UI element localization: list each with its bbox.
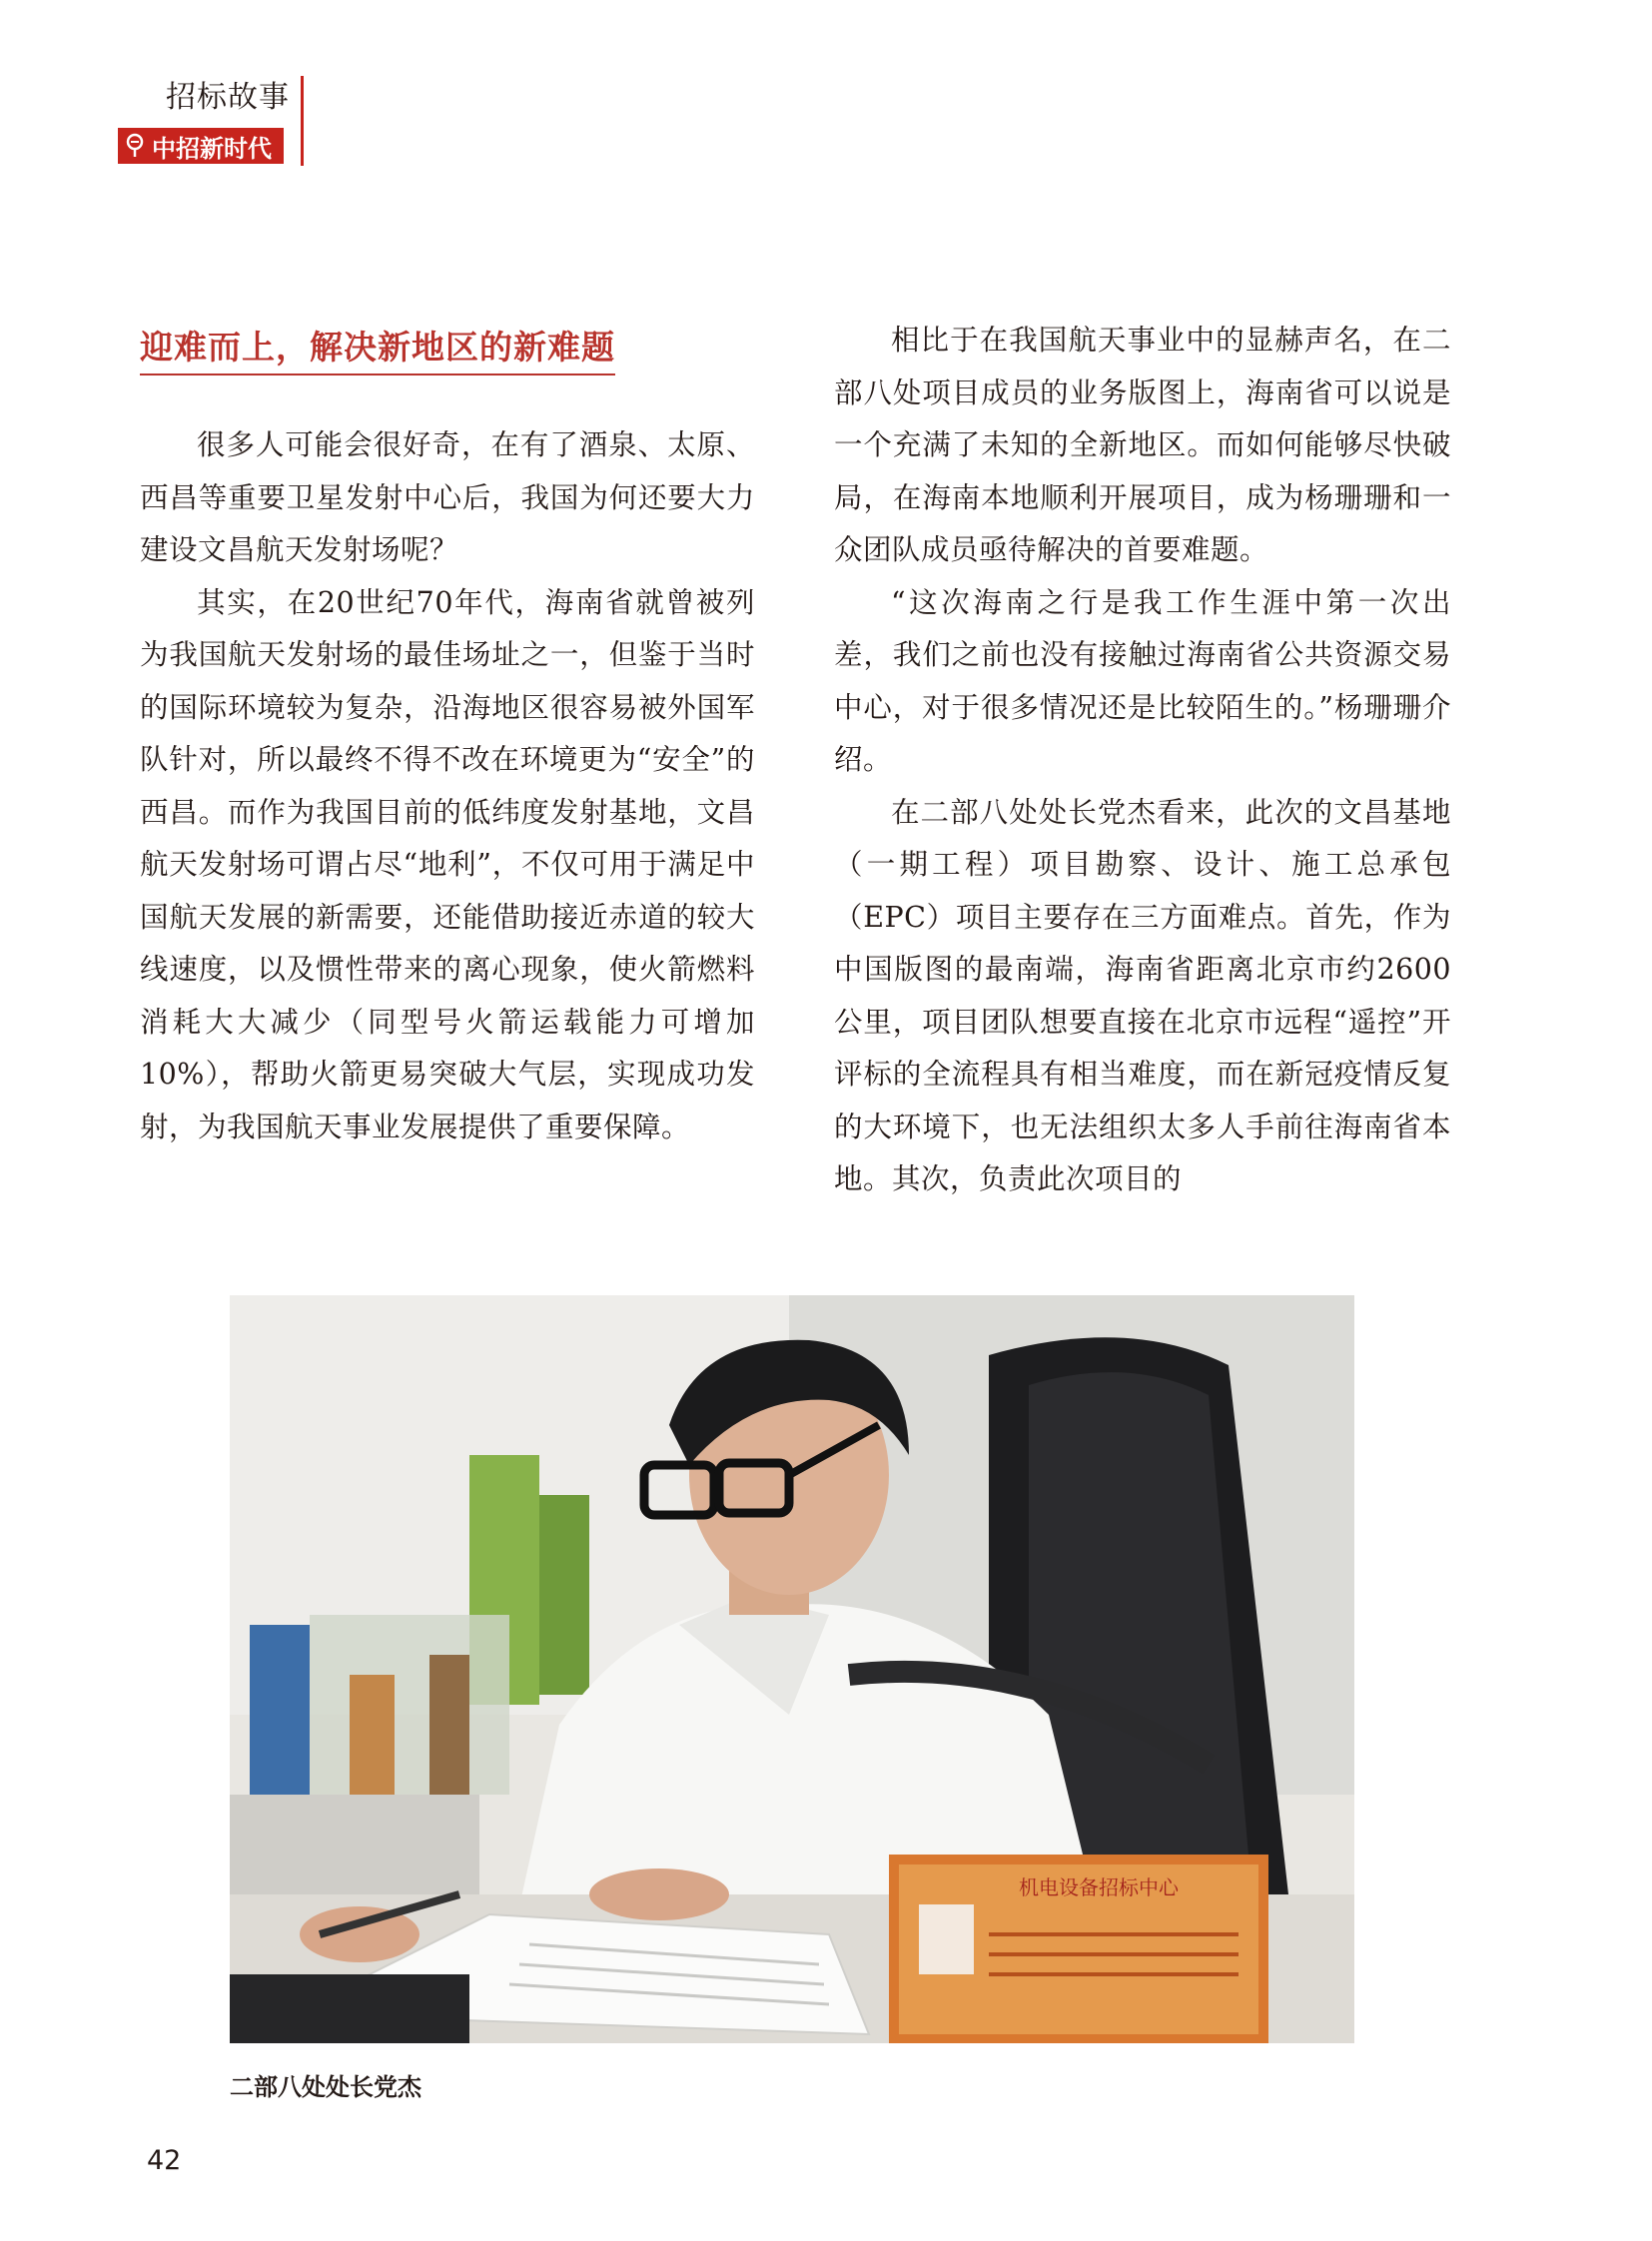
paragraph: 相比于在我国航天事业中的显赫声名，在二部八处项目成员的业务版图上，海南省可以说是一个充满了未知的全新地区。而如何能够尽快破局，在海南本地顺利开展项目，成为杨珊珊和一众团队成员亟待解决的首要难题。 <box>834 324 1451 566</box>
logo-text: 中招新时代 <box>152 134 272 163</box>
section-title: 迎难而上，解决新地区的新难题 <box>140 322 615 375</box>
paragraph: 很多人可能会很好奇，在有了酒泉、太原、西昌等重要卫星发射中心后，我国为何还要大力建设文昌航天发射场呢？ <box>140 428 755 566</box>
photo-caption: 二部八处处长党杰 <box>230 2073 421 2101</box>
office-photo-illustration <box>230 1295 1354 2043</box>
nameplate-text: 机电设备招标中心 <box>1019 1875 1179 1899</box>
section-label: 招标故事 <box>166 80 290 115</box>
right-column <box>834 315 1451 1206</box>
left-column <box>140 419 755 1153</box>
publication-logo <box>118 128 284 164</box>
header-divider <box>301 76 304 166</box>
paragraph: 其实，在20世纪70年代，海南省就曾被列为我国航天发射场的最佳场址之一，但鉴于当时的国际环境较为复杂，沿海地区很容易被外国军队针对，所以最终不得不改在环境更为“安全”的西昌。而作为我国目前的低纬度发射基地，文昌航天发射场可谓占尽“地利”，不仅可用于满足中国航天发展的新需要，还能借助接近赤道的较大线速度，以及惯性带来的离心现象，使火箭燃料消耗大大减少（同型号火箭运载能力可增加10%），帮助火箭更易突破大气层，实现成功发射，为我国航天事业发展提供了重要保障。 <box>140 585 755 1143</box>
portrait-photo <box>230 1295 1354 2043</box>
paragraph: 在二部八处处长党杰看来，此次的文昌基地（一期工程）项目勘察、设计、施工总承包（EPC）项目主要存在三方面难点。首先，作为中国版图的最南端，海南省距离北京市约2600公里，项目团队想要直接在北京市远程“遥控”开评标的全流程具有相当难度，而在新冠疫情反复的大环境下，也无法组织太多人手前往海南省本地。其次，负责此次项目的 <box>834 795 1451 1195</box>
paragraph: “这次海南之行是我工作生涯中第一次出差，我们之前也没有接触过海南省公共资源交易中心，对于很多情况还是比较陌生的。”杨珊珊介绍。 <box>834 585 1451 776</box>
page-number: 42 <box>147 2145 182 2176</box>
bidding-logo-icon <box>122 133 148 159</box>
